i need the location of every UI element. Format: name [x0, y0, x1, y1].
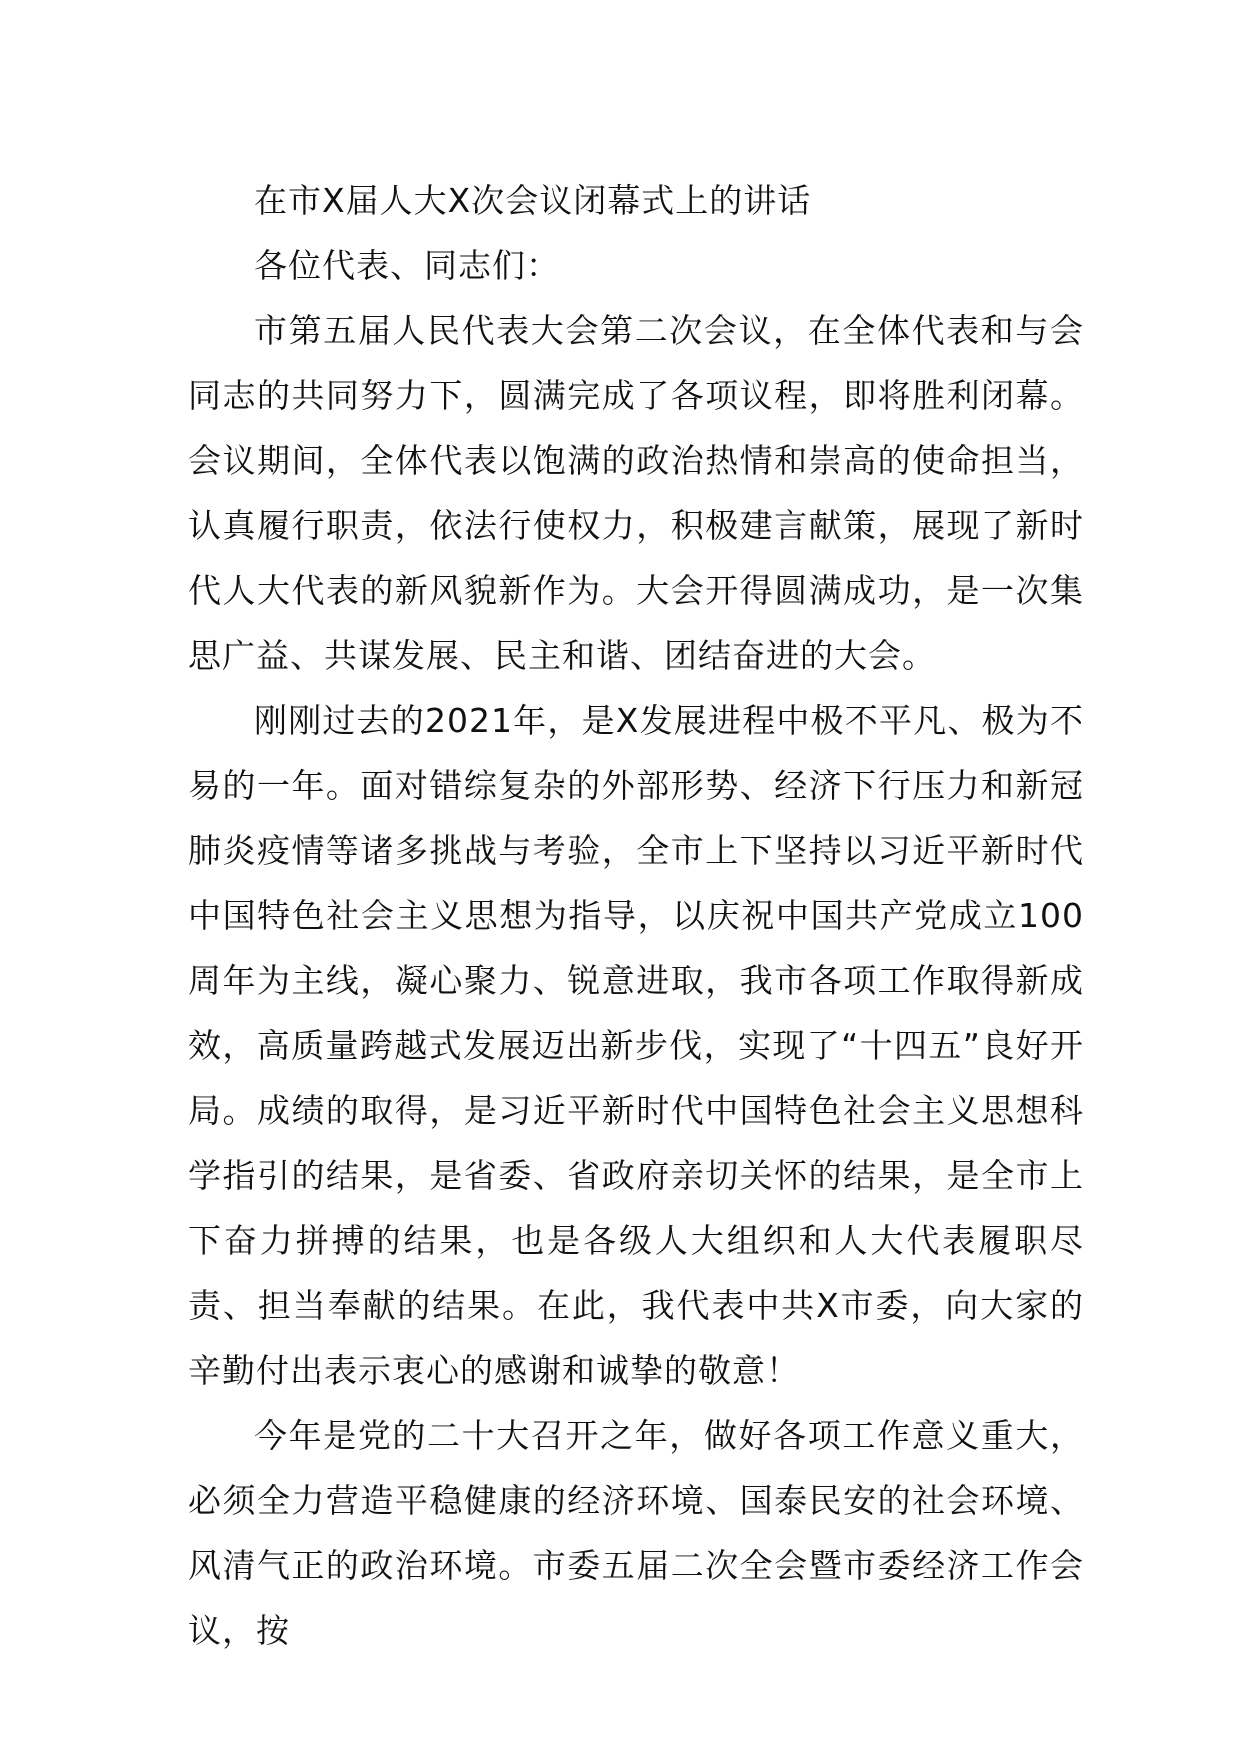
document-title: 在市X届人大X次会议闭幕式上的讲话 — [254, 181, 812, 220]
paragraph-1: 市第五届人民代表大会第二次会议，在全体代表和与会同志的共同努力下，圆满完成了各项议程，即将胜利闭幕。会议期间，全体代表以饱满的政治热情和崇高的使命担当，认真履行职责，依法行使权力，积极建言献策，展现了新时代人大代表的新风貌新作为。大会开得圆满成功，是一次集思广益、共谋发展、民主和谐、团结奋进的大会。 — [188, 311, 1084, 675]
paragraph-2: 刚刚过去的2021年，是X发展进程中极不平凡、极为不易的一年。面对错综复杂的外部形势、经济下行压力和新冠肺炎疫情等诸多挑战与考验，全市上下坚持以习近平新时代中国特色社会主义思想为指导，以庆祝中国共产党成立100周年为主线，凝心聚力、锐意进取，我市各项工作取得新成效，高质量跨越式发展迈出新步伐，实现了“十四五”良好开局。成绩的取得，是习近平新时代中国特色社会主义思想科学指引的结果，是省委、省政府亲切关怀的结果，是全市上下奋力拼搏的结果，也是各级人大组织和人大代表履职尽责、担当奉献的结果。在此，我代表中共X市委，向大家的辛勤付出表示衷心的感谢和诚挚的敬意！ — [188, 701, 1084, 1390]
salutation: 各位代表、同志们： — [254, 246, 560, 285]
paragraph-3: 今年是党的二十大召开之年，做好各项工作意义重大，必须全力营造平稳健康的经济环境、国泰民安的社会环境、风清气正的政治环境。市委五届二次全会暨市委经济工作会议，按 — [188, 1416, 1084, 1650]
document-body — [188, 168, 1084, 1663]
